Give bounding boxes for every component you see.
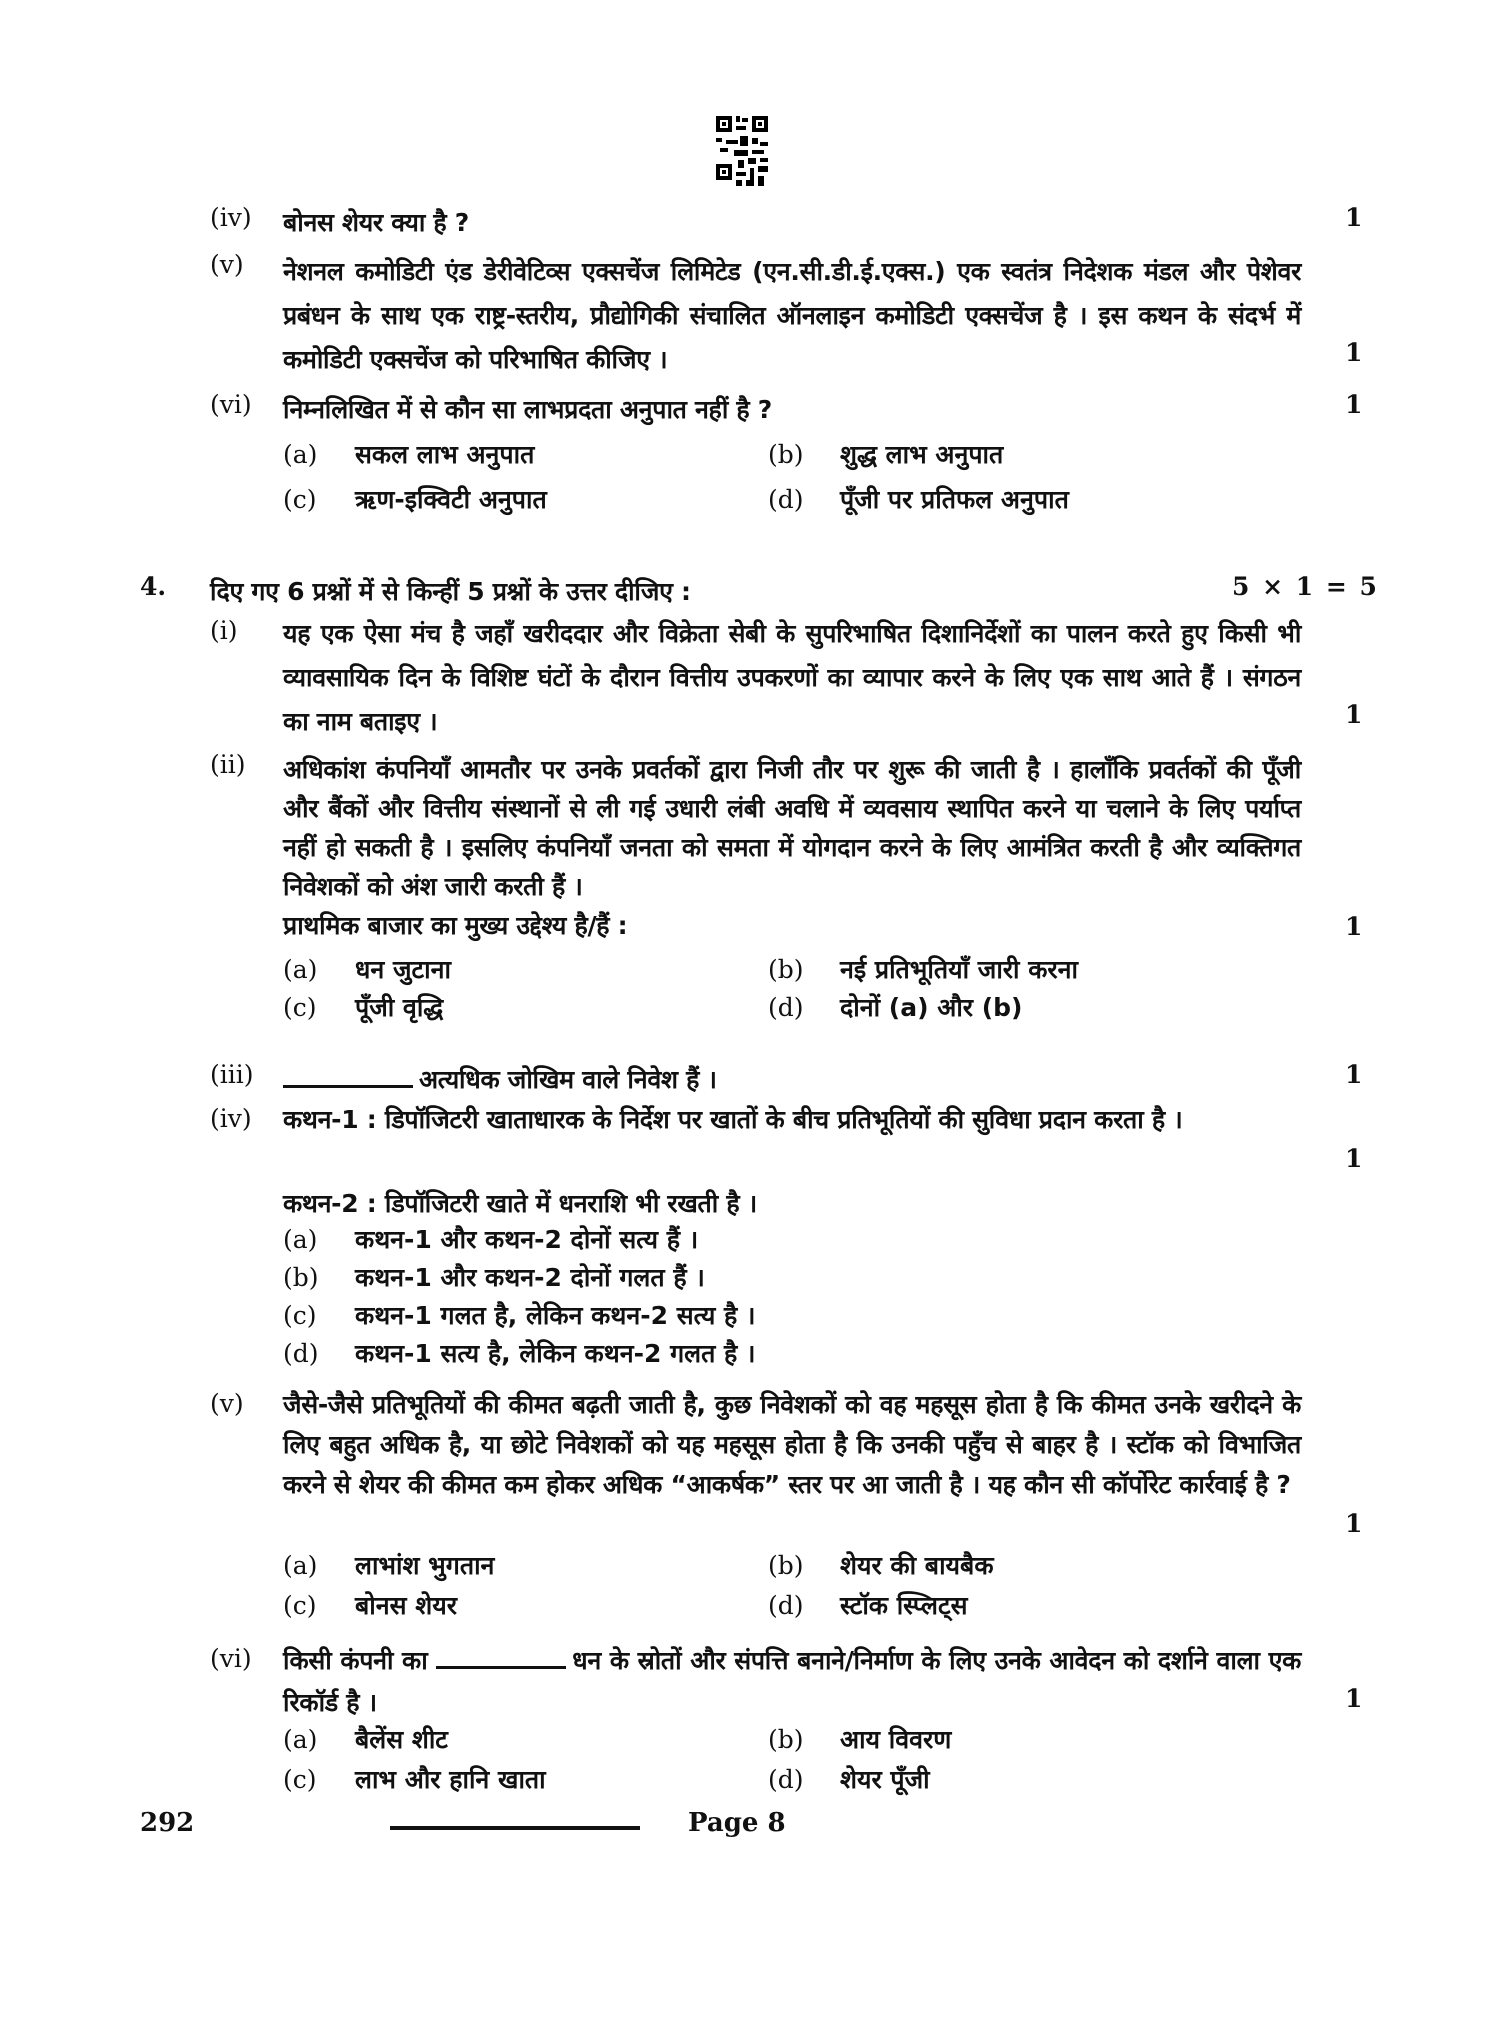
question-number: (vi): [210, 1644, 252, 1673]
marks: 5 × 1 = 5: [1232, 572, 1379, 601]
statement-2: कथन-2 : डिपॉजिटरी खाते में धनराशि भी रखती है ।: [283, 1189, 757, 1218]
option-b: (b) शेयर की बायबैक: [768, 1551, 994, 1580]
option-c: (c) कथन-1 गलत है, लेकिन कथन-2 सत्य है ।: [283, 1301, 756, 1330]
marks: 1: [1345, 1060, 1363, 1089]
statement-1: कथन-1 : डिपॉजिटरी खाताधारक के निर्देश पर खातों के बीच प्रतिभूतियों की सुविधा प्रदान करता है ।: [283, 1105, 1183, 1134]
option-c: (c) लाभ और हानि खाता: [283, 1765, 546, 1794]
question-number: (i): [210, 616, 238, 645]
paper-code: 292: [140, 1808, 195, 1838]
option-d: (d) शेयर पूँजी: [768, 1765, 930, 1794]
question-number: (ii): [210, 750, 246, 779]
option-b: (b) आय विवरण: [768, 1725, 952, 1754]
option-a: (a) बैलेंस शीट: [283, 1725, 448, 1754]
option-b: (b) कथन-1 और कथन-2 दोनों गलत हैं ।: [283, 1263, 705, 1292]
question-text: जैसे-जैसे प्रतिभूतियों की कीमत बढ़ती जाती है, कुछ निवेशकों को वह महसूस होता है कि कीमत उनके खरीदने के लिए बहुत अधिक है, या छोटे निवेशकों को यह महसूस होता है कि उनकी पहुँच से बाहर है । स्टॉक को विभाजित करने से शेयर की कीमत कम होकर अधिक “आकर्षक” स्तर पर आ जाती है । यह कौन सी कॉर्पोरेट कार्रवाई है ?: [283, 1390, 1301, 1499]
qr-code-icon: [716, 116, 768, 186]
option-c: (c) पूँजी वृद्धि: [283, 993, 444, 1022]
question-number: (v): [210, 250, 244, 279]
instruction-text: दिए गए 6 प्रश्नों में से किन्हीं 5 प्रश्नों के उत्तर दीजिए :: [210, 577, 691, 606]
question-number: (iii): [210, 1060, 254, 1089]
question-number: (vi): [210, 390, 252, 419]
option-b: (b) नई प्रतिभूतियाँ जारी करना: [768, 955, 1078, 984]
option-a: (a) कथन-1 और कथन-2 दोनों सत्य हैं ।: [283, 1225, 699, 1254]
option-a: (a) धन जुटाना: [283, 955, 451, 984]
option-d: (d) पूँजी पर प्रतिफल अनुपात: [768, 485, 1069, 514]
question-prompt: प्राथमिक बाजार का मुख्य उद्देश्य है/हैं :: [283, 911, 628, 940]
question-text: नेशनल कमोडिटी एंड डेरीवेटिव्स एक्सचेंज लिमिटेड (एन.सी.डी.ई.एक्स.) एक स्वतंत्र निदेशक मंडल और पेशेवर प्रबंधन के साथ एक राष्ट्र-स्तरीय, प्रौद्योगिकी संचालित ऑनलाइन कमोडिटी एक्सचेंज है । इस कथन के संदर्भ में कमोडिटी एक्सचेंज को परिभाषित कीजिए ।: [283, 257, 1301, 374]
question-text: बोनस शेयर क्या है ?: [283, 208, 469, 237]
question-number: 4.: [140, 572, 167, 601]
question-text: यह एक ऐसा मंच है जहाँ खरीददार और विक्रेता सेबी के सुपरिभाषित दिशानिर्देशों का पालन करते हुए किसी भी व्यावसायिक दिन के विशिष्ट घंटों के दौरान वित्तीय उपकरणों का व्यापार करने के लिए एक साथ आते हैं । संगठन का नाम बताइए ।: [283, 619, 1301, 736]
page-number: Page 8: [688, 1808, 786, 1838]
question-text: किसी कंपनी का धन के स्रोतों और संपत्ति बनाने/निर्माण के लिए उनके आवेदन को दर्शाने वाला एक रिकॉर्ड है ।: [283, 1646, 1301, 1717]
question-number: (iv): [210, 203, 252, 232]
option-c: (c) ऋण-इक्विटी अनुपात: [283, 485, 547, 514]
option-a: (a) लाभांश भुगतान: [283, 1551, 495, 1580]
marks: 1: [1345, 390, 1363, 419]
option-d: (d) दोनों (a) और (b): [768, 993, 1023, 1022]
marks: 1: [1345, 1509, 1363, 1538]
option-d: (d) स्टॉक स्प्लिट्स: [768, 1591, 968, 1620]
footer-divider: [390, 1826, 640, 1830]
question-text: निम्नलिखित में से कौन सा लाभप्रदता अनुपात नहीं है ?: [283, 395, 772, 424]
question-number: (iv): [210, 1104, 252, 1133]
option-d: (d) कथन-1 सत्य है, लेकिन कथन-2 गलत है ।: [283, 1339, 756, 1368]
question-text: अधिकांश कंपनियाँ आमतौर पर उनके प्रवर्तकों द्वारा निजी तौर पर शुरू की जाती है । हालाँकि प्रवर्तकों की पूँजी और बैंकों और वित्तीय संस्थानों से ली गई उधारी लंबी अवधि में व्यवसाय स्थापित करने या चलाने के लिए पर्याप्त नहीं हो सकती है । इसलिए कंपनियाँ जनता को समता में योगदान करने के लिए आमंत्रित करती है और व्यक्तिगत निवेशकों को अंश जारी करती हैं ।: [283, 755, 1301, 901]
question-number: (v): [210, 1389, 244, 1418]
fill-in-blank: [436, 1644, 566, 1669]
question-text: अत्यधिक जोखिम वाले निवेश हैं ।: [283, 1060, 1301, 1100]
marks: 1: [1345, 700, 1363, 729]
marks: 1: [1345, 912, 1363, 941]
marks: 1: [1345, 203, 1363, 232]
marks: 1: [1345, 338, 1363, 367]
option-c: (c) बोनस शेयर: [283, 1591, 457, 1620]
fill-in-blank: [283, 1063, 413, 1088]
option-b: (b) शुद्ध लाभ अनुपात: [768, 440, 1004, 469]
marks: 1: [1345, 1684, 1363, 1713]
option-a: (a) सकल लाभ अनुपात: [283, 440, 535, 469]
marks: 1: [1345, 1144, 1363, 1173]
